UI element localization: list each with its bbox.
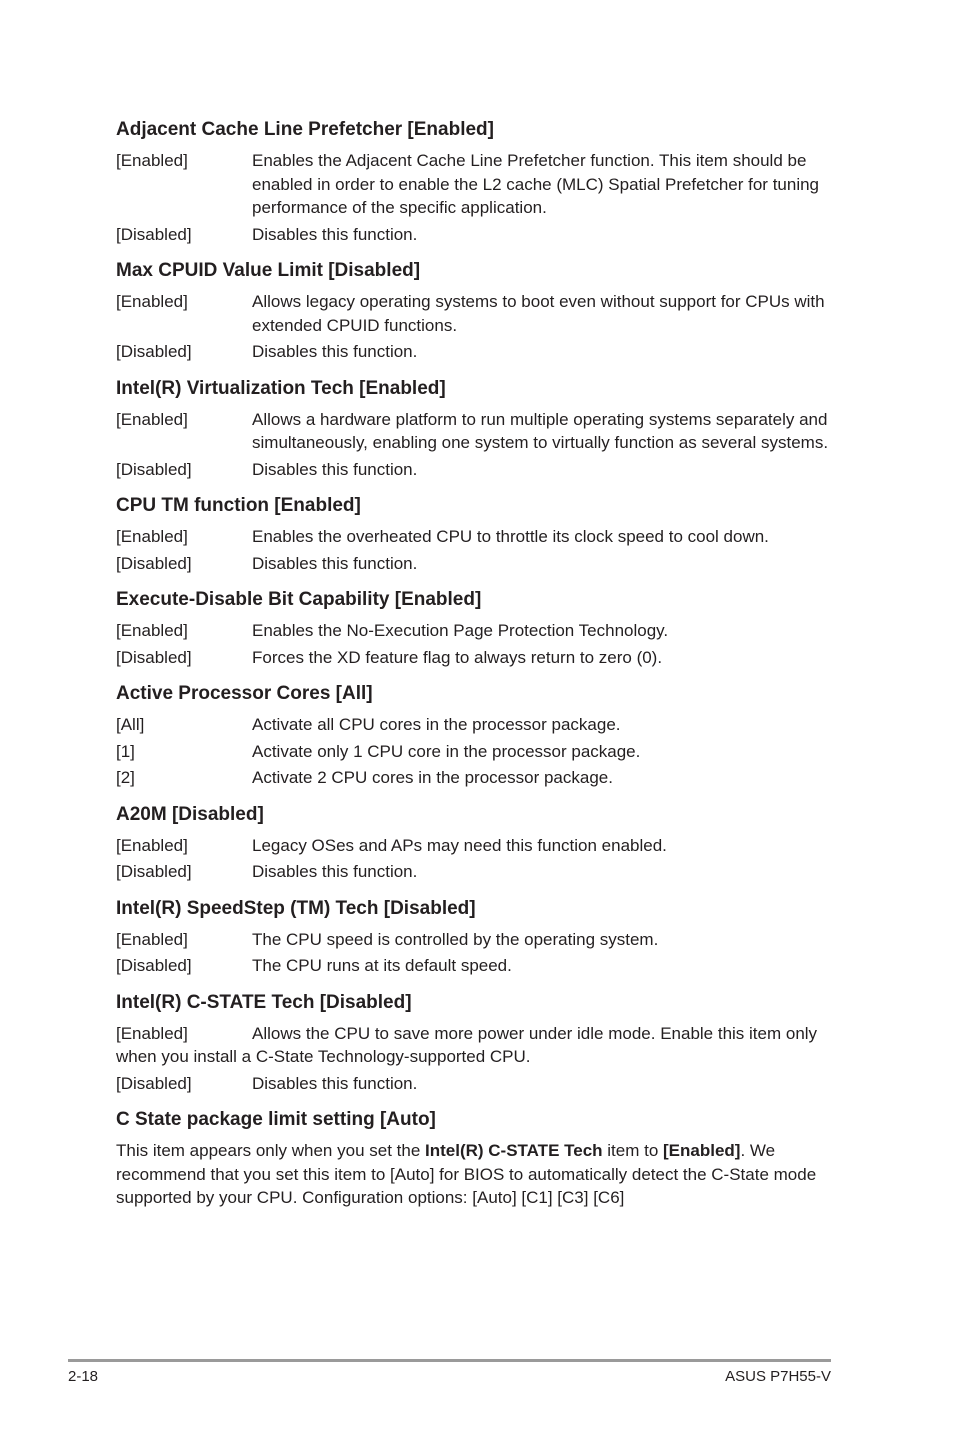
footer-rule xyxy=(68,1359,831,1362)
option-description: The CPU runs at its default speed. xyxy=(252,956,512,975)
option-row xyxy=(116,954,832,978)
option-description: Disables this function. xyxy=(252,1073,418,1093)
option-value: [Disabled] xyxy=(116,224,192,244)
option-value: [Enabled] xyxy=(116,527,188,546)
section-a20m xyxy=(116,803,832,884)
option-value: [2] xyxy=(116,768,135,787)
section-heading: Intel(R) C-STATE Tech [Disabled] xyxy=(116,991,412,1013)
option-row xyxy=(116,713,832,737)
option-description: Allows the CPU to save more power under idle mode. Enable this item only xyxy=(252,1023,818,1043)
option-value: [Enabled] xyxy=(116,621,188,640)
section-execute-disable xyxy=(116,588,832,669)
section-heading: Intel(R) SpeedStep (TM) Tech [Disabled] xyxy=(116,897,476,919)
option-description: Disables this function. xyxy=(252,862,418,881)
paragraph-text: item to xyxy=(602,1141,664,1160)
option-row xyxy=(116,740,832,764)
option-value: [Disabled] xyxy=(116,862,192,881)
option-value: [All] xyxy=(116,715,145,734)
option-value: [Enabled] xyxy=(116,151,188,170)
option-row xyxy=(116,766,832,790)
option-description: Enables the No-Execution Page Protection Technology. xyxy=(252,621,669,640)
option-value: [Disabled] xyxy=(116,459,192,479)
section-cpu-tm xyxy=(116,494,832,575)
page-number: 2-18 xyxy=(68,1368,99,1385)
option-value: [Enabled] xyxy=(116,1023,188,1043)
option-value: [Disabled] xyxy=(116,1073,192,1093)
section-active-cores xyxy=(116,682,832,790)
option-value: [Disabled] xyxy=(116,553,192,573)
section-heading: Execute-Disable Bit Capability [Enabled] xyxy=(116,589,482,610)
section-heading: CPU TM function [Enabled] xyxy=(116,495,361,516)
option-description: Activate 2 CPU cores in the processor package. xyxy=(252,768,613,787)
paragraph-text: . We recommend that you set this item to [Auto] for BIOS to automatically detect the C-State mode supported by your CPU. Configuration options: [Auto] [C1] [C3] [C6] xyxy=(116,1141,817,1207)
paragraph-bold: [Enabled] xyxy=(663,1141,741,1160)
option-description: Allows legacy operating systems to boot even without support for CPUs with extended CPUID functions. xyxy=(252,292,825,335)
option-value: [Enabled] xyxy=(116,292,188,311)
option-description: Disables this function. xyxy=(252,459,418,479)
section-max-cpuid xyxy=(116,259,832,364)
product-name: ASUS P7H55-V xyxy=(725,1368,831,1385)
option-description: Disables this function. xyxy=(252,342,418,361)
option-description: Enables the overheated CPU to throttle its clock speed to cool down. xyxy=(252,527,769,546)
section-virtualization xyxy=(116,377,832,482)
option-description: Legacy OSes and APs may need this function enabled. xyxy=(252,835,667,855)
option-description: Disables this function. xyxy=(252,224,418,244)
option-value: [Enabled] xyxy=(116,409,188,429)
option-row xyxy=(116,408,832,455)
option-row xyxy=(116,149,832,220)
option-row xyxy=(116,619,832,643)
option-row xyxy=(116,928,832,952)
option-row xyxy=(116,223,832,247)
option-value: [Disabled] xyxy=(116,956,192,975)
option-value: [Disabled] xyxy=(116,647,192,667)
section-adjacent-cache xyxy=(116,118,832,246)
section-heading: Max CPUID Value Limit [Disabled] xyxy=(116,260,421,281)
option-description: Forces the XD feature flag to always return to zero (0). xyxy=(252,647,663,667)
option-row xyxy=(116,290,832,337)
option-row xyxy=(116,860,832,884)
section-cstate-package xyxy=(116,1108,832,1210)
option-value: [1] xyxy=(116,741,135,761)
option-row xyxy=(116,525,832,549)
option-row xyxy=(116,552,832,576)
option-description: Disables this function. xyxy=(252,553,418,573)
section-heading: Intel(R) Virtualization Tech [Enabled] xyxy=(116,377,446,399)
section-paragraph xyxy=(116,1139,832,1210)
option-description: Activate all CPU cores in the processor package. xyxy=(252,715,621,734)
paragraph-bold: Intel(R) C-STATE Tech xyxy=(425,1141,603,1160)
option-value: [Disabled] xyxy=(116,342,192,361)
section-cstate xyxy=(116,991,832,1096)
manual-content xyxy=(116,118,832,1213)
option-row xyxy=(116,646,832,670)
option-description: Activate only 1 CPU core in the processor package. xyxy=(252,741,641,761)
option-description-continued: when you install a C-State Technology-supported CPU. xyxy=(116,1047,531,1066)
section-speedstep xyxy=(116,897,832,978)
option-value: [Enabled] xyxy=(116,929,188,949)
option-description: Enables the Adjacent Cache Line Prefetcher function. This item should be enabled in order to enable the L2 cache (MLC) Spatial Prefetcher for tuning performance of the specific application. xyxy=(252,151,820,217)
option-row xyxy=(116,1022,832,1046)
section-heading: Adjacent Cache Line Prefetcher [Enabled] xyxy=(116,119,494,140)
option-row xyxy=(116,1072,832,1096)
option-value: [Enabled] xyxy=(116,835,188,855)
option-row xyxy=(116,834,832,858)
option-description: Allows a hardware platform to run multiple operating systems separately and simultaneously, enabling one system to virtually function as several systems. xyxy=(252,409,829,452)
section-heading: Active Processor Cores [All] xyxy=(116,683,373,704)
option-row xyxy=(116,458,832,482)
option-description: The CPU speed is controlled by the operating system. xyxy=(252,929,659,949)
paragraph-text: This item appears only when you set the xyxy=(116,1141,425,1160)
section-heading: C State package limit setting [Auto] xyxy=(116,1109,436,1130)
section-heading: A20M [Disabled] xyxy=(116,803,264,825)
option-row xyxy=(116,340,832,364)
